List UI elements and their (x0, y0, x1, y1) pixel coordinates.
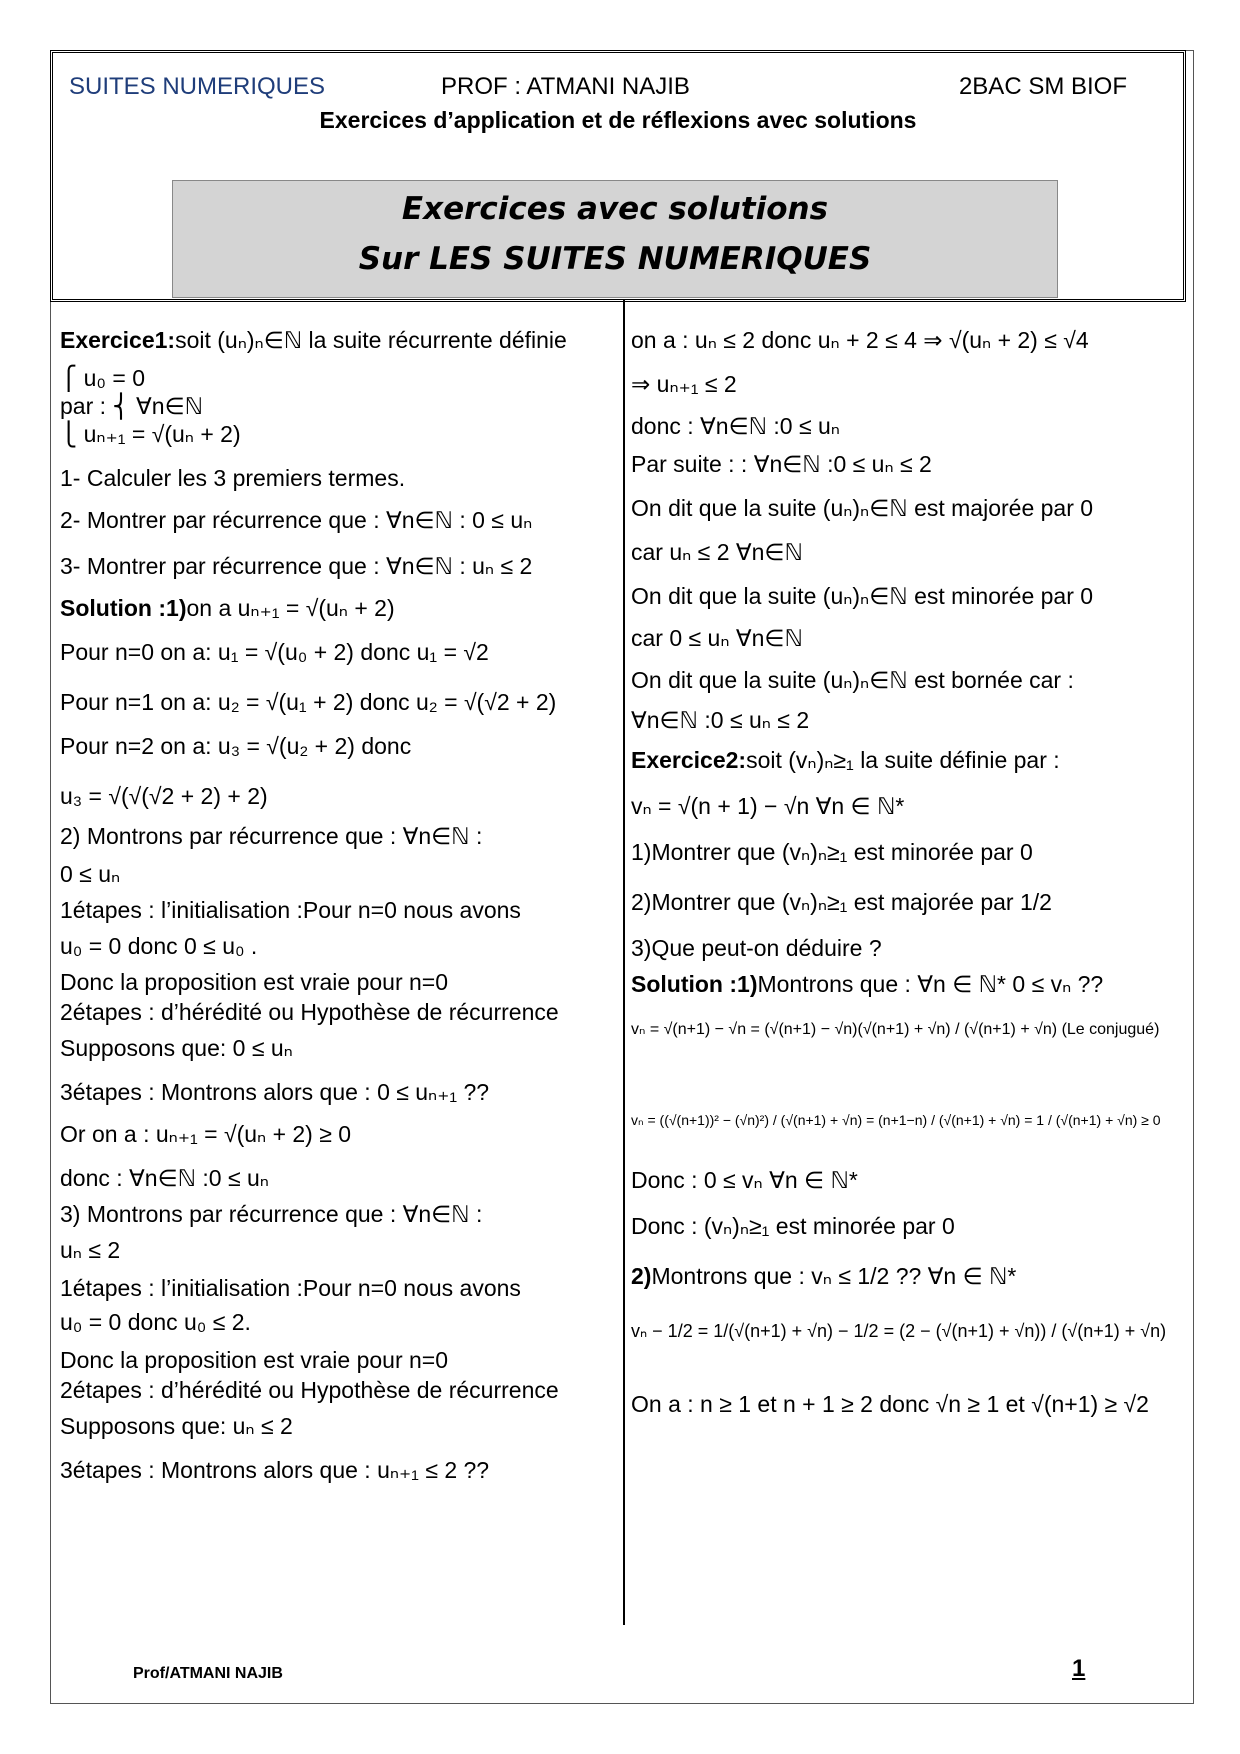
header-subject: SUITES NUMERIQUES (69, 73, 326, 100)
right-line-text: donc : ∀n∈ℕ :0 ≤ uₙ (631, 413, 840, 439)
right-line (631, 888, 1052, 917)
right-line-heading: Solution :1) (631, 971, 758, 997)
right-line (631, 838, 1033, 867)
left-line (60, 968, 448, 997)
right-line-text: vₙ = √(n+1) − √n = (√(n+1) − √n)(√(n+1) + √n) / (√(n+1) + √n) (Le conjugué) (631, 1021, 1160, 1038)
right-line-text: On dit que la suite (uₙ)ₙ∈ℕ est bornée car : (631, 667, 1074, 693)
right-line-text: 1)Montrer que (vₙ)ₙ≥₁ est minorée par 0 (631, 839, 1033, 865)
left-line-text: Donc la proposition est vraie pour n=0 (60, 1347, 449, 1373)
right-line (631, 792, 904, 821)
left-line-text: u₀ = 0 donc u₀ ≤ 2. (60, 1309, 251, 1335)
left-line (60, 392, 203, 421)
right-line-text: 3)Que peut-on déduire ? (631, 935, 882, 961)
left-line (60, 1456, 489, 1485)
left-line (60, 326, 567, 355)
left-line (60, 896, 521, 925)
left-line (60, 822, 482, 851)
right-line-text: Donc : (vₙ)ₙ≥₁ est minorée par 0 (631, 1213, 955, 1239)
left-line-text: Supposons que: 0 ≤ uₙ (60, 1035, 293, 1061)
left-line-text: 3) Montrons par récurrence que : ∀n∈ℕ : (60, 1201, 483, 1227)
left-line-text: Donc la proposition est vraie pour n=0 (60, 969, 449, 995)
left-line (60, 1274, 521, 1303)
right-line (631, 1262, 1016, 1291)
left-line-text: 1étapes : l’initialisation :Pour n=0 nous avons (60, 897, 521, 923)
right-line-text: Par suite : : ∀n∈ℕ :0 ≤ uₙ ≤ 2 (631, 451, 932, 477)
left-line (60, 1346, 448, 1375)
left-line (60, 1412, 293, 1441)
right-line-text: on a : uₙ ≤ 2 donc uₙ + 2 ≤ 4 ⇒ √(uₙ + 2) ≤ √4 (631, 327, 1089, 353)
right-line-text: ⇒ uₙ₊₁ ≤ 2 (631, 371, 737, 397)
right-line (631, 1390, 1149, 1419)
right-line (631, 624, 803, 653)
left-line (60, 1034, 293, 1063)
left-line-heading: Solution :1) (60, 595, 187, 621)
left-line-text: on a uₙ₊₁ = √(uₙ + 2) (186, 595, 395, 621)
right-line-heading: 2) (631, 1263, 652, 1289)
right-line-text: vₙ = ((√(n+1))² − (√n)²) / (√(n+1) + √n) = (n+1−n) / (√(n+1) + √n) = 1 / (√(n+1) + √n) ≥ 0 (631, 1112, 1161, 1128)
right-line-text: car 0 ≤ uₙ ∀n∈ℕ (631, 625, 803, 651)
left-line-text: 2- Montrer par récurrence que : ∀n∈ℕ : 0 ≤ uₙ (60, 507, 533, 533)
right-line (631, 1166, 858, 1195)
left-line-text: u₃ = √(√(√2 + 2) + 2) (60, 783, 268, 809)
header-teacher: PROF : ATMANI NAJIB (441, 73, 690, 100)
left-line-text: 2étapes : d’hérédité ou Hypothèse de récurrence (60, 1377, 559, 1403)
left-line-text: 1étapes : l’initialisation :Pour n=0 nous avons (60, 1275, 521, 1301)
title-line-1: Exercices avec solutions (401, 191, 829, 227)
header-subtitle: Exercices d’application et de réflexions avec solutions (319, 107, 917, 133)
right-line-text: vₙ − 1/2 = 1/(√(n+1) + √n) − 1/2 = (2 − (√(n+1) + √n)) / (√(n+1) + √n) (631, 1321, 1167, 1341)
left-line (60, 932, 257, 961)
right-line (631, 746, 1060, 775)
left-line-heading: Exercice1: (60, 327, 176, 353)
right-line (631, 666, 1074, 695)
left-line (60, 594, 395, 623)
right-line-text: Montrons que : ∀n ∈ ℕ* 0 ≤ vₙ ?? (757, 971, 1104, 997)
title-box (172, 180, 1058, 298)
left-line-text: Pour n=0 on a: u₁ = √(u₀ + 2) donc u₁ = √2 (60, 639, 489, 665)
right-line (631, 370, 737, 399)
right-line-heading: Exercice2: (631, 747, 747, 773)
left-line-text: Supposons que: uₙ ≤ 2 (60, 1413, 293, 1439)
title-line-2: Sur LES SUITES NUMERIQUES (358, 241, 872, 277)
left-line (60, 688, 556, 717)
right-line (631, 1320, 1166, 1343)
right-line (631, 494, 1093, 523)
left-line-text: 1- Calculer les 3 premiers termes. (60, 465, 406, 491)
column-divider (623, 300, 625, 1625)
footer-author: Prof/ATMANI NAJIB (133, 1665, 283, 1682)
right-line-text: Montrons que : vₙ ≤ 1/2 ?? ∀n ∈ ℕ* (651, 1263, 1017, 1289)
left-line (60, 638, 489, 667)
left-line-text: Pour n=2 on a: u₃ = √(u₂ + 2) donc (60, 733, 412, 759)
left-line (60, 506, 532, 535)
left-line-text: Pour n=1 on a: u₂ = √(u₁ + 2) donc u₂ = √(√2 + 2) (60, 689, 557, 715)
right-line-text: On dit que la suite (uₙ)ₙ∈ℕ est minorée par 0 (631, 583, 1094, 609)
right-line (631, 450, 932, 479)
left-line-text: 2) Montrons par récurrence que : ∀n∈ℕ : (60, 823, 483, 849)
right-line-text: 2)Montrer que (vₙ)ₙ≥₁ est majorée par 1/2 (631, 889, 1052, 915)
left-line-text: par : ⎨ ∀n∈ℕ (60, 393, 204, 419)
right-line-text: car uₙ ≤ 2 ∀n∈ℕ (631, 539, 803, 565)
left-line (60, 860, 120, 889)
left-line (60, 1078, 489, 1107)
left-line-text: 3étapes : Montrons alors que : 0 ≤ uₙ₊₁ ?? (60, 1079, 490, 1105)
right-line-text: vₙ = √(n + 1) − √n ∀n ∈ ℕ* (631, 793, 905, 819)
right-line (631, 412, 840, 441)
right-line (631, 706, 809, 735)
left-line (60, 1308, 251, 1337)
right-line (631, 326, 1089, 355)
footer-page-number: 1 (1072, 1655, 1086, 1682)
right-line (631, 538, 803, 567)
left-line (60, 1120, 351, 1149)
right-line (631, 970, 1103, 999)
left-line-text: 3- Montrer par récurrence que : ∀n∈ℕ : uₙ ≤ 2 (60, 553, 533, 579)
right-line (631, 1212, 955, 1241)
left-line-text: Or on a : uₙ₊₁ = √(uₙ + 2) ≥ 0 (60, 1121, 352, 1147)
right-line (631, 1020, 1159, 1040)
left-line-text: 0 ≤ uₙ (60, 861, 121, 887)
left-line-text: ⎩ uₙ₊₁ = √(uₙ + 2) (60, 421, 241, 447)
left-line-text: 3étapes : Montrons alors que : uₙ₊₁ ≤ 2 ?? (60, 1457, 490, 1483)
left-line-text: 2étapes : d’hérédité ou Hypothèse de récurrence (60, 999, 559, 1025)
header-class: 2BAC SM BIOF (958, 73, 1127, 100)
right-line-text: On dit que la suite (uₙ)ₙ∈ℕ est majorée par 0 (631, 495, 1094, 521)
left-line (60, 420, 241, 449)
left-line (60, 364, 145, 393)
left-line (60, 1200, 482, 1229)
right-line-text: soit (vₙ)ₙ≥₁ la suite définie par : (746, 747, 1060, 773)
left-line-text: u₀ = 0 donc 0 ≤ u₀ . (60, 933, 258, 959)
right-line (631, 934, 882, 963)
left-line (60, 782, 268, 811)
left-line (60, 552, 532, 581)
left-line-text: soit (uₙ)ₙ∈ℕ la suite récurrente définie (175, 327, 567, 353)
right-line (631, 1112, 1161, 1130)
left-line-text: donc : ∀n∈ℕ :0 ≤ uₙ (60, 1165, 269, 1191)
right-line (631, 582, 1093, 611)
right-line-text: ∀n∈ℕ :0 ≤ uₙ ≤ 2 (631, 707, 810, 733)
left-line (60, 998, 559, 1027)
left-line (60, 1376, 559, 1405)
left-line (60, 464, 405, 493)
right-line-text: Donc : 0 ≤ vₙ ∀n ∈ ℕ* (631, 1167, 858, 1193)
right-line-text: On a : n ≥ 1 et n + 1 ≥ 2 donc √n ≥ 1 et √(n+1) ≥ √2 (631, 1391, 1149, 1417)
left-line (60, 732, 411, 761)
left-line-text: ⎧ u₀ = 0 (60, 365, 145, 391)
left-line-text: uₙ ≤ 2 (60, 1237, 121, 1263)
left-line (60, 1236, 120, 1265)
left-line (60, 1164, 269, 1193)
